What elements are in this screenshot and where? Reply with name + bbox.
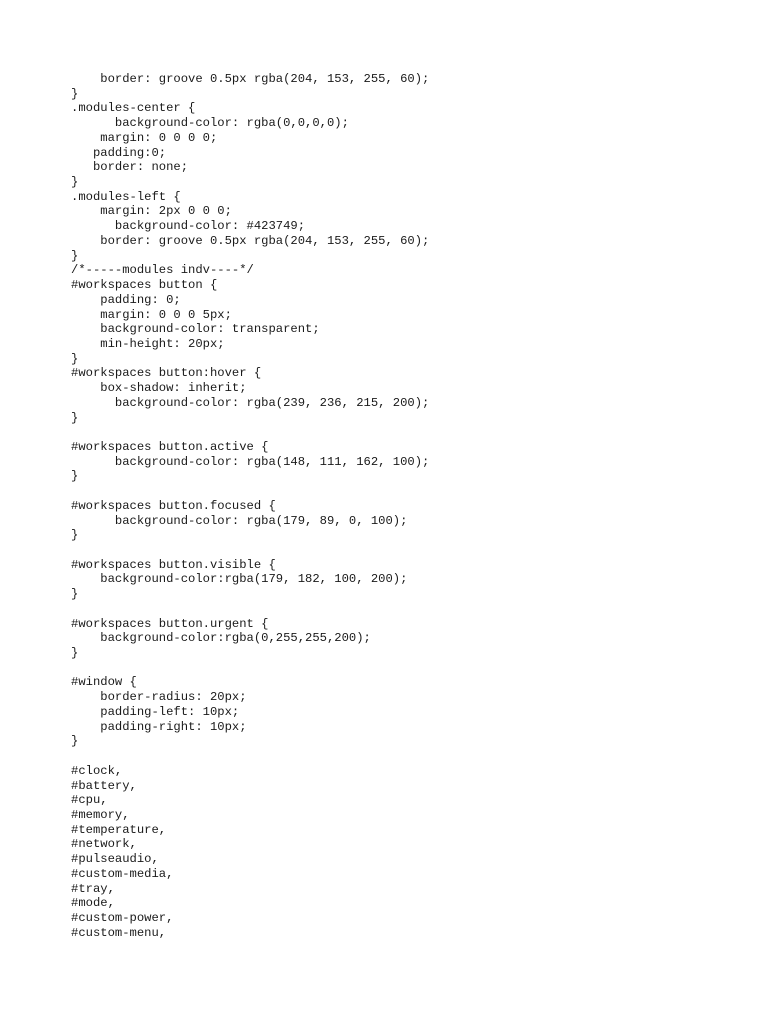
code-line: /*-----modules indv----*/ <box>71 263 254 278</box>
code-line: #cpu, <box>71 793 108 808</box>
code-line: #workspaces button.focused { <box>71 498 276 513</box>
code-line: box-shadow: inherit; <box>71 381 247 396</box>
code-line: #workspaces button:hover { <box>71 366 262 381</box>
code-line: padding: 0; <box>71 292 181 307</box>
code-line: #mode, <box>71 896 115 911</box>
code-line: border: groove 0.5px rgba(204, 153, 255, 60); <box>71 72 430 86</box>
code-line: #window { <box>71 675 137 690</box>
code-line: min-height: 20px; <box>71 336 225 351</box>
code-line: .modules-left { <box>71 189 181 204</box>
code-line: background-color: #423749; <box>71 219 306 234</box>
code-line: } <box>71 646 79 661</box>
code-line: } <box>71 248 79 263</box>
code-line: } <box>71 175 79 190</box>
code-line: #workspaces button.visible { <box>71 557 276 572</box>
code-line: #workspaces button { <box>71 278 218 293</box>
code-line: background-color: transparent; <box>71 322 320 337</box>
code-line: background-color: rgba(179, 89, 0, 100); <box>71 513 408 528</box>
code-line: background-color: rgba(0,0,0,0); <box>71 116 349 131</box>
code-line: } <box>71 587 79 602</box>
code-line <box>71 484 429 499</box>
code-line: margin: 2px 0 0 0; <box>71 204 232 219</box>
code-line: #workspaces button.urgent { <box>71 616 269 631</box>
code-line: background-color: rgba(239, 236, 215, 200); <box>71 395 430 410</box>
code-line: } <box>71 469 79 484</box>
code-line: #pulseaudio, <box>71 852 159 867</box>
code-line: background-color:rgba(179, 182, 100, 200); <box>71 572 408 587</box>
code-line: #workspaces button.active { <box>71 439 269 454</box>
code-line: #memory, <box>71 807 130 822</box>
code-line: padding-left: 10px; <box>71 704 240 719</box>
code-line: margin: 0 0 0 0; <box>71 130 218 145</box>
code-line: } <box>71 734 79 749</box>
code-line: #custom-menu, <box>71 925 167 940</box>
code-line: #custom-media, <box>71 866 174 881</box>
code-line: border: groove 0.5px rgba(204, 153, 255, 60); <box>71 233 430 248</box>
code-line: #tray, <box>71 881 115 896</box>
code-line: } <box>71 351 79 366</box>
code-line <box>71 602 429 617</box>
code-line: padding:0; <box>71 145 167 160</box>
code-listing <box>71 72 429 940</box>
code-line: } <box>71 528 79 543</box>
code-line <box>71 661 429 676</box>
code-line: #network, <box>71 837 137 852</box>
code-line: background-color: rgba(148, 111, 162, 100); <box>71 454 430 469</box>
code-line: padding-right: 10px; <box>71 719 247 734</box>
code-line <box>71 425 429 440</box>
code-line <box>71 749 429 764</box>
code-line <box>71 543 429 558</box>
code-line: .modules-center { <box>71 101 196 116</box>
code-line: #custom-power, <box>71 910 174 925</box>
code-line: #battery, <box>71 778 137 793</box>
code-line: border: none; <box>71 160 189 175</box>
code-line: } <box>71 86 79 101</box>
code-line: #temperature, <box>71 822 167 837</box>
code-line: margin: 0 0 0 5px; <box>71 307 232 322</box>
code-line: #clock, <box>71 763 123 778</box>
code-line: border-radius: 20px; <box>71 690 247 705</box>
code-line: background-color:rgba(0,255,255,200); <box>71 631 371 646</box>
code-line: } <box>71 410 79 425</box>
